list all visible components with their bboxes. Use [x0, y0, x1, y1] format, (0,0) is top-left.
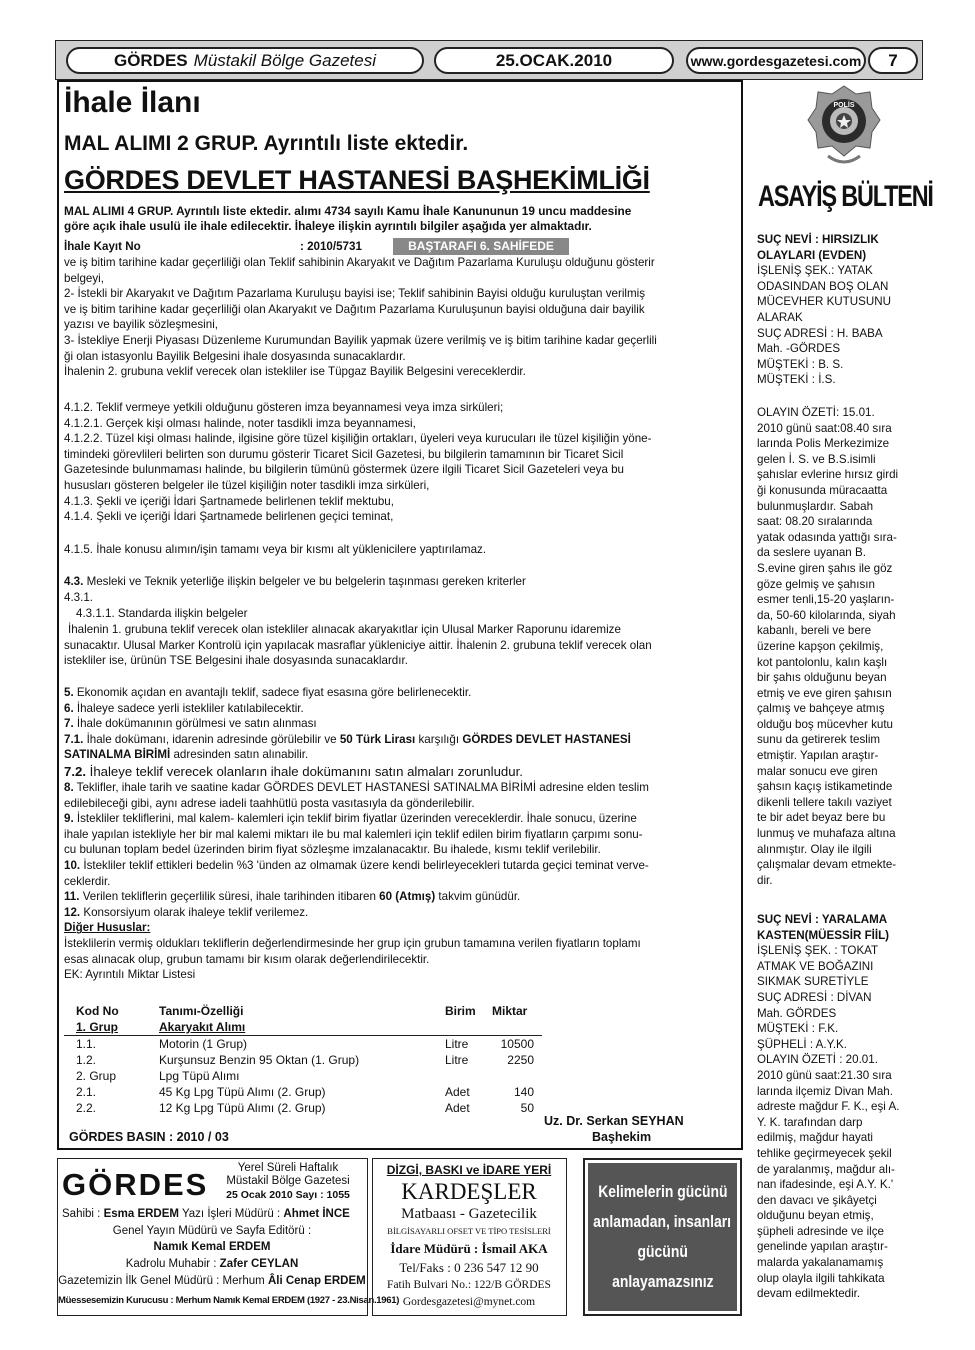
text-line: İsteklilerin vermiş oldukları tekliflerin değerlendirmesinde her grup için grubun tamamına verilen fiyatların toplamı: [64, 936, 641, 950]
item-line: [64, 796, 740, 812]
item-line: [64, 701, 740, 717]
label: Yazı İşleri Müdürü :: [178, 1208, 284, 1220]
story-line: de yaralanmış, mağdur alı-: [757, 1162, 895, 1176]
printer-box: [372, 1158, 567, 1316]
item-text: ihale yapılan istekliyle her bir mal kalemi miktarı ile bu mal kalemleri için teklif edilen birim fiyatların çarpımı sonu-: [64, 827, 643, 841]
case-meta: SIKMAK SURETİYLE: [757, 975, 869, 989]
institution-title: GÖRDES DEVLET HASTANESİ BAŞHEKİMLİĞİ: [64, 165, 650, 195]
masthead-issue: 25 Ocak 2010 Sayı : 1055: [226, 1189, 350, 1201]
case-meta: SUÇ ADRESİ : H. BABA: [757, 326, 883, 340]
cell-qty: 10500: [500, 1037, 534, 1051]
cell-qty: [492, 1068, 534, 1084]
quote-line: Kelimelerin gücünü: [597, 1182, 728, 1201]
text-line: EK: Ayrıntılı Miktar Listesi: [64, 968, 196, 982]
reporter-name: Zafer CEYLAN: [219, 1258, 299, 1270]
editor-name: Ahmet İNCE: [283, 1208, 350, 1220]
cell-code: 2.1.: [76, 1085, 97, 1099]
cell-code: 1.2.: [76, 1053, 97, 1067]
paper-subtitle: Müstakil Bölge Gazetesi: [193, 50, 377, 70]
item-text: ceklerdir.: [64, 874, 111, 888]
case-meta: İŞLENİŞ ŞEK. : TOKAT: [757, 944, 879, 958]
text-line: ve iş bitim tarihine kadar geçerliliği olan Teklif sahibinin Akaryakıt ve Dağıtım Pazarlama Kuruluşu olduğunu gösterir: [64, 256, 655, 269]
item-line: [64, 811, 740, 827]
label: İdare Müdürü :: [390, 1241, 482, 1256]
story-line: etmiştir. Yapılan araştır-: [757, 749, 879, 763]
page-number: 7: [888, 50, 898, 70]
page-number-pill: [868, 47, 918, 74]
manager-name: İsmail AKA: [481, 1241, 548, 1256]
item-71-line2: [64, 747, 740, 763]
story-line: çalmış ve bahçeye atmış: [757, 702, 885, 716]
story-line: dir.: [757, 873, 773, 887]
text-line: 4.1.2.1. Gerçek kişi olması halinde, noter tasdikli imza beyannamesi,: [64, 416, 416, 430]
quote-line: gücünü: [637, 1242, 688, 1261]
label: Sahibi :: [62, 1208, 104, 1220]
case-meta: ODASINDAN BOŞ OLAN: [757, 279, 889, 293]
item-num: 10.: [64, 858, 81, 872]
story-line: üzerine kapşon çekilmiş,: [757, 639, 884, 653]
text-line: esas alınacak olup, grubun tamamı bir kısım olarak değerlendirilecektir.: [64, 952, 430, 966]
cell-name: 45 Kg Lpg Tüpü Alımı (2. Grup): [159, 1085, 326, 1099]
story-line: saat: 08.20 sıralarında: [757, 515, 873, 529]
printer-phone: Tel/Faks : 0 236 547 12 90: [399, 1260, 539, 1275]
masthead-box: [57, 1158, 400, 1316]
item-text: takvim günüdür.: [435, 890, 521, 904]
story-line: devam edilmektedir.: [757, 1287, 861, 1301]
story-line: sunu da getirerek teslim: [757, 733, 881, 747]
owner-name: Esma ERDEM: [103, 1208, 179, 1220]
story-line: genelinde yapılan araştır-: [757, 1240, 888, 1254]
cell-unit: Litre: [445, 1037, 469, 1051]
cell-code: 2. Grup: [76, 1069, 117, 1083]
item-text: adresinden satın alınabilir.: [170, 748, 309, 762]
story-line: da seslere uyanan B.: [757, 546, 866, 560]
cell-name: Lpg Tüpü Alımı: [159, 1069, 240, 1083]
story-line: bir şahıs olduğunu beyan: [757, 671, 887, 685]
requirements-block-2: [64, 400, 740, 525]
item-text: İhale dokümanının görülmesi ve satın alınması: [73, 717, 317, 731]
story-line: yatak odasında yattığı sıra-: [757, 530, 897, 544]
story-line: OLAYIN ÖZETİ: 15.01.: [757, 406, 875, 419]
story-line: tehlike geçirmeyecek şekil: [757, 1146, 892, 1160]
text-line: 2- İstekli bir Akaryakıt ve Dağıtım Pazarlama Kuruluşu bayisi ise; Teklif sahibinin Bayisi olduğu kuruluştan verilmiş: [64, 287, 646, 301]
story-line: den davacı ve şikâyetçi: [757, 1193, 877, 1207]
first-director-name: Âli Cenap ERDEM: [267, 1275, 366, 1287]
item-line: [64, 858, 740, 874]
th-name: Tanımı-Özelliği: [159, 1004, 244, 1018]
story-line: larında Polis Merkezimize: [757, 437, 890, 451]
items-8-10: [64, 780, 740, 983]
requirements-block-1: [64, 255, 740, 380]
text-line: 4.1.2. Teklif vermeye yetkili olduğunu gösteren imza beyannamesi veya imza sirküleri;: [64, 401, 504, 414]
gym-label: Genel Yayın Müdürü ve Sayfa Editörü :: [112, 1225, 312, 1237]
printer-title: DİZGİ, BASKI ve İDARE YERİ: [386, 1163, 552, 1177]
intro-line-1: MAL ALIMI 4 GRUP. Ayrıntılı liste ektedir. alımı 4734 sayılı Kamu İhale Kanununun 19 uncu maddesine: [64, 204, 632, 218]
story-line: esmer tenli,15-20 yaşların-: [757, 593, 895, 607]
case-meta: İŞLENİŞ ŞEK.: YATAK: [757, 264, 873, 278]
story-line: S.evine giren şahıs ile göz: [757, 561, 893, 575]
story-line: nan ifadesinde, eşi A.Y. K.': [757, 1178, 894, 1192]
printer-name: KARDEŞLER: [401, 1179, 537, 1204]
text-line: İhalenin 2. grubuna veklif verecek olan istekliler ise Tüpgaz Bayilik Belgesini vereceklerdir.: [64, 365, 526, 379]
masthead-freq: Yerel Süreli Haftalık: [237, 1162, 339, 1174]
item-text: İstekliler teklif ettikleri bedelin %3 'ünden az olmamak üzere kendi belirleyecekleri tutarda geçici teminat verve-: [80, 858, 649, 872]
cell-unit: Adet: [445, 1101, 470, 1115]
page-header: [55, 40, 923, 80]
item-text: Teklifler, ihale tarih ve saatine kadar GÖRDES DEVLET HASTANESİ SATINALMA BİRİMİ adresine elden teslim: [73, 781, 649, 794]
story-line: da, 50-60 kilolarında, siyah: [757, 608, 896, 622]
unit-name: SATINALMA BİRİMİ: [64, 748, 171, 762]
case-meta: Mah. GÖRDES: [757, 1006, 837, 1020]
items-5-7: [64, 685, 740, 763]
story-line: lunmuş ve muhafaza altına: [757, 827, 896, 841]
story-line: olduğu boş mücevher kutu: [757, 717, 893, 731]
notice-heading: İhale İlanı: [64, 86, 201, 119]
masthead-name: GÖRDES: [62, 1167, 209, 1202]
item-num: 7.2.: [64, 764, 86, 779]
text-line: 3- İstekliye Enerji Piyasası Düzenleme Kurumundan Bayilik yapmak üzere verilmiş ve iş bitim tarihine kadar geçerlili: [64, 333, 657, 347]
item-text: İhaleye teklif verecek olanların ihale dokümanını satın almaları zorunludur.: [86, 764, 523, 779]
line-415: 4.1.5. İhale konusu alımın/işin tamamı veya bir kısmı alt yüklenicilere yaptırılamaz.: [64, 543, 487, 556]
paper-name-pill: [66, 47, 424, 74]
case-meta: ŞÜPHELİ : A.Y.K.: [757, 1037, 848, 1051]
bulletin-title: ASAYİŞ BÜLTENİ: [758, 180, 933, 213]
founder-line: Müessesemizin Kurucusu : Merhum Namık Kemal ERDEM (1927 - 23.Nisan.1961): [58, 1295, 400, 1306]
case-meta: MÜŞTEKİ : B. S.: [757, 357, 844, 371]
story-line: şahıslar evlerine hırsız girdi: [757, 468, 899, 482]
case-type: KASTEN(MÜESSİR FİİL): [757, 928, 890, 942]
text-line: timindeki görevlileri belirten son durumu gösterir Ticaret Sicil Gazetesi, bu bilgilerin tamamının bir Ticaret Sicil: [64, 447, 624, 461]
item-num: 7.1.: [64, 732, 84, 746]
paper-name: GÖRDES: [113, 50, 188, 70]
printer-sub: Matbaası - Gazetecilik: [401, 1206, 537, 1222]
printer-email: Gordesgazetesi@mynet.com: [402, 1296, 536, 1308]
basin-number: GÖRDES BASIN : 2010 / 03: [69, 1130, 229, 1144]
story-line: 2010 günü saat:21.30 sıra: [757, 1068, 892, 1082]
text-line: ği olan istasyonlu Bayilik Belgesini ihale dosyasında sunacaklardır.: [64, 349, 406, 363]
line-43: [64, 574, 526, 590]
item-line: [64, 874, 740, 890]
item-line: [64, 716, 740, 732]
emblem-text: POLİS: [833, 102, 855, 109]
story-line: göze gelmiş ve şahısın: [757, 577, 875, 591]
story-line: bulunmuşlardır. Sabah: [757, 499, 874, 513]
text-line: Gazetesinde bulunmaması halinde, bu bilgilerin tümünü göstermek üzere ilgili Ticaret Sicil Gazeteleri veya bu: [64, 463, 625, 477]
item-text: Verilen tekliflerin geçerlilik süresi, ihale tarihinden itibaren: [79, 890, 380, 904]
other-matters-title: Diğer Hususlar:: [64, 921, 151, 935]
item-num: 11.: [64, 890, 80, 904]
table-header-row: [64, 1003, 544, 1019]
cell-qty: 50: [520, 1101, 534, 1115]
story-line: çalışmalar devam etmekte-: [757, 858, 897, 872]
cell-qty: 2250: [507, 1053, 534, 1067]
story-line: larında ilçemiz Divan Mah.: [757, 1084, 893, 1098]
story-line: Y. K. tarafından darp: [757, 1115, 863, 1129]
story-line: malar sonucu eve giren: [757, 764, 878, 778]
story-line: etmiş ve eve giren şahısın: [757, 686, 892, 700]
item-text: Ekonomik açıdan en avantajlı teklif, sadece fiyat esasına göre belirlenecektir.: [73, 686, 472, 699]
table-row: [64, 1068, 544, 1084]
institution-name: GÖRDES DEVLET HASTANESİ: [462, 732, 631, 746]
printer-manager-line: [373, 1241, 565, 1257]
quote-box: [583, 1158, 742, 1316]
story-line: dikenli tellere takılı vaziyet: [757, 795, 892, 809]
story-line: 2010 günü saat:08.40 sıra: [757, 421, 892, 435]
table-row: [64, 1052, 544, 1068]
item-num: 9.: [64, 812, 74, 826]
signer-name: Uz. Dr. Serkan SEYHAN: [544, 1114, 684, 1128]
fee-amount: 50 Türk Lirası: [339, 732, 416, 746]
text-line: sunacaktır. Ulusal Marker Kontrolü için yapılacak masraflar yükleniciye aittir. İhalenin 2. grubuna teklif verecek olan: [64, 638, 652, 652]
validity-days: 60 (Atmış): [379, 890, 436, 904]
case-meta: MÜŞTEKİ : F.K.: [757, 1022, 839, 1036]
line-43-text: Mesleki ve Teknik yeterliğe ilişkin belgeler ve bu belgelerin taşınması gereken kriterler: [83, 575, 526, 588]
printer-services: BİLGİSAYARLI OFSET VE TİPO TESİSLERİ: [387, 1226, 551, 1236]
item-text: İstekliler tekliflerini, mal kalem- kalemleri için teklif birim fiyatlar üzerinden vereceklerdir. İhale sonucu, üzerine: [73, 812, 637, 826]
kayit-label: İhale Kayıt No: [64, 240, 141, 253]
issue-date: 25.OCAK.2010: [495, 50, 613, 70]
quote-panel: [588, 1163, 737, 1311]
case-meta: MÜCEVHER KUTUSUNU: [757, 295, 891, 309]
cell-name: 12 Kg Lpg Tüpü Alımı (2. Grup): [159, 1101, 326, 1115]
case-type: SUÇ NEVİ : YARALAMA: [757, 913, 888, 926]
gym-name: Namık Kemal ERDEM: [153, 1241, 271, 1253]
cell-code: 1.1.: [76, 1037, 97, 1051]
story-line: kot pantolonlu, kalın kaşlı: [757, 655, 888, 669]
group-name: Akaryakıt Alımı: [159, 1020, 246, 1034]
th-code: Kod No: [76, 1004, 119, 1018]
th-unit: Birim: [445, 1004, 476, 1018]
story-line: adreste mağdur F. K., eşi A.: [757, 1100, 900, 1114]
case-meta: ATMAK VE BOĞAZINI: [757, 959, 874, 973]
story-line: malarda yakalanamamış: [757, 1256, 884, 1270]
text-line: istekliler ise, ürünün TSE Belgesini ihale dosyasında sunacaklardır.: [64, 654, 408, 668]
story-line: olduğunu beyan etmiş,: [757, 1209, 874, 1223]
case-meta: Mah. -GÖRDES: [757, 342, 841, 356]
line-4311: 4.3.1.1. Standarda ilişkin belgeler: [76, 607, 248, 620]
cell-name: Kurşunsuz Benzin 95 Oktan (1. Grup): [159, 1053, 360, 1067]
signer-title: Başhekim: [592, 1130, 652, 1144]
line-431: 4.3.1.: [64, 591, 94, 604]
story-line: şahsın kaçış istikametinde: [757, 780, 893, 794]
story-line: te bir adet beyaz bere bu: [757, 811, 886, 825]
story-line: OLAYIN ÖZETİ : 20.01.: [757, 1053, 878, 1067]
case-type: OLAYLARI (EVDEN): [757, 248, 867, 262]
item-num: 6.: [64, 701, 74, 715]
story-line: olup olayla ilgili tahkikata: [757, 1271, 885, 1285]
th-qty: Miktar: [492, 1004, 528, 1018]
continued-badge: BAŞTARAFI 6. SAHİFEDE: [393, 238, 569, 255]
story-line: ği konusunda müracaatta: [757, 483, 888, 497]
text-line: belgeyi,: [64, 271, 104, 285]
item-text: İhaleye sadece yerli istekliler katılabilecektir.: [73, 701, 304, 715]
text-line: 4.1.4. Şekli ve içeriği İdari Şartnamede belirlenen geçici teminat,: [64, 510, 394, 524]
table-row: [64, 1084, 544, 1100]
story-line: kabanlı, bereli ve bere: [757, 624, 872, 638]
item-text: cu bulunan toplam bedel üzerinden birim fiyat sözleşme imzalanacaktır. Bu ihalede, kısmı teklif verilebilir.: [64, 843, 601, 857]
first-director-line: [58, 1275, 366, 1287]
story-line: şüpheli adresinde ve ilçe: [757, 1224, 884, 1238]
website: www.gordesgazetesi.com: [690, 52, 862, 69]
intro-line-2: göre açık ihale usulü ile ihale edilecektir. İhaleye ilişkin ayrıntılı bilgiler aşağıda yer almaktadır.: [64, 219, 592, 233]
story-line: edilmiş, mağdur hayati: [757, 1131, 873, 1145]
item-text: Konsorsiyum olarak ihaleye teklif verilemez.: [80, 905, 309, 919]
table-row: [64, 1100, 544, 1116]
item-num: 12.: [64, 905, 81, 919]
cell-unit: Litre: [445, 1053, 469, 1067]
kayit-value: : 2010/5731: [300, 240, 362, 253]
text-line: ve iş bitim tarihine kadar geçerliliği olan Akaryakıt ve Dağıtım Pazarlama Kuruluşunun bayisi olduğuna dair bayilik: [64, 302, 645, 316]
item-line: [64, 685, 740, 701]
case1: [757, 232, 921, 388]
text-line: hususları gösteren belgeler ile tüzel kişiliğin noter tasdikli imza sirküleri,: [64, 478, 430, 492]
item-text: karşılığı: [415, 732, 463, 746]
label: Gazetemizin İlk Genel Müdürü : Merhum: [58, 1275, 268, 1287]
table-group-row: [64, 1019, 542, 1036]
item-line: [64, 842, 740, 858]
item-num: 8.: [64, 781, 74, 794]
item-line: [64, 780, 740, 796]
quote-line: anlayamazsınız: [611, 1272, 714, 1291]
reporter-line: [58, 1258, 366, 1270]
item-num: 7.: [64, 717, 74, 731]
story-line: gelen İ. S. ve B.S.isimli: [757, 452, 876, 466]
police-emblem-icon: [804, 82, 884, 168]
text-line: 4.1.3. Şekli ve içeriği İdari Şartnamede belirlenen teklif mektubu,: [64, 494, 394, 508]
case-type: SUÇ NEVİ : HIRSIZLIK: [757, 233, 879, 246]
cell-unit: Adet: [445, 1085, 470, 1099]
case-meta: SUÇ ADRESİ : DİVAN: [757, 990, 872, 1004]
quantity-table: [64, 1003, 544, 1116]
line-43-num: 4.3.: [64, 575, 84, 588]
quote-line: anlamadan, insanları: [593, 1212, 732, 1231]
masthead-owner-line: [62, 1208, 350, 1220]
website-pill: [686, 47, 866, 74]
date-pill: [434, 47, 674, 74]
item-71-line: [64, 732, 740, 748]
cell-name: Motorin (1 Grup): [159, 1037, 248, 1051]
masthead-type: Müstakil Bölge Gazetesi: [226, 1175, 350, 1187]
item-num: 5.: [64, 686, 74, 699]
text-line: İhalenin 1. grubuna teklif verecek olan istekliler alınacak akaryakıtlar için Ulusal Marker Raporunu idaremize: [68, 623, 621, 636]
cell-qty: 140: [513, 1085, 534, 1099]
cell-code: 2.2.: [76, 1101, 97, 1115]
story-line: alınmıştır. Olay ile ilgili: [757, 842, 872, 856]
case-meta: ALARAK: [757, 310, 803, 324]
case1-story: [757, 405, 921, 888]
item-text: edilebileceği gibi, aynı adrese iadeli taahhütlü posta vasıtasıyla da gönderilebilir.: [64, 796, 475, 810]
case2: [757, 912, 921, 1302]
item-72-line: [64, 764, 523, 779]
table-row: [64, 1036, 544, 1052]
cell-unit: [445, 1068, 492, 1084]
item-text: İhale dokümanı, idarenin adresinde görülebilir ve: [83, 732, 340, 746]
text-line: yazısı ve bayilik sözleşmesini,: [64, 318, 218, 332]
group-code: 1. Grup: [76, 1020, 119, 1034]
notice-sub1: MAL ALIMI 2 GRUP. Ayrıntılı liste ektedir.: [64, 132, 469, 155]
item-11-line: [64, 889, 740, 905]
label: Kadrolu Muhabir :: [125, 1258, 220, 1270]
item-12-line: [64, 905, 740, 921]
case-meta: MÜŞTEKİ : İ.S.: [757, 373, 836, 387]
requirements-block-3: [64, 622, 740, 669]
text-line: 4.1.2.2. Tüzel kişi olması halinde, ilgisine göre tüzel kişiliğin ortakları, üyeleri veya kurucuları ile tüzel kişiliğin yöne-: [64, 432, 652, 446]
printer-address: Fatih Bulvari No.: 122/B GÖRDES: [387, 1279, 551, 1291]
item-line: [64, 827, 740, 843]
